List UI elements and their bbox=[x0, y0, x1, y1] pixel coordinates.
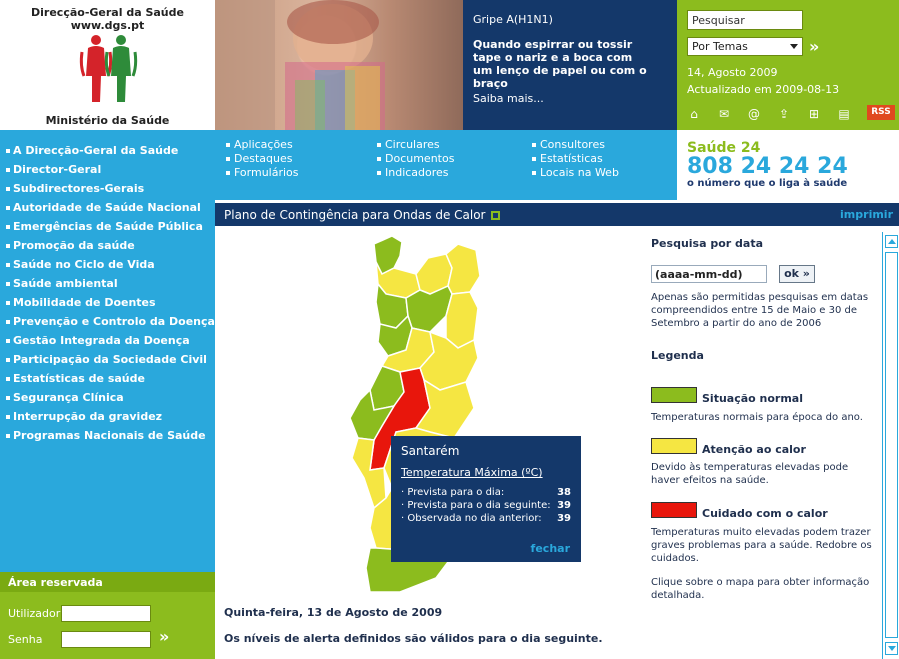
login-arrow-icon[interactable]: » bbox=[159, 627, 170, 646]
print-link[interactable]: imprimir bbox=[840, 208, 893, 221]
org-url: www.dgs.pt bbox=[70, 19, 145, 32]
nav-statistics[interactable]: Estatísticas bbox=[532, 152, 603, 165]
org-name: Direcção-Geral da Saúde bbox=[31, 6, 184, 19]
bullet-icon bbox=[6, 244, 10, 248]
saude24-number: 808 24 24 24 bbox=[687, 154, 848, 179]
map-click-note: Clique sobre o mapa para obter informação detalhada. bbox=[651, 577, 870, 601]
legend-swatch-attention bbox=[651, 438, 697, 454]
password-label: Senha bbox=[8, 633, 43, 646]
popup-row-forecast-tomorrow: · Prevista para o dia seguinte: 39 bbox=[401, 500, 571, 511]
popup-subtitle[interactable]: Temperatura Máxima (ºC) bbox=[401, 466, 543, 479]
bullet-icon bbox=[377, 143, 381, 147]
date-search-note: Apenas são permitidas pesquisas em datas compreendidos entre 15 de Maio e 30 de Setembro a partir do ano de 2006 bbox=[651, 292, 869, 329]
sidebar-item-safety[interactable]: Segurança Clínica bbox=[0, 390, 215, 409]
search-date-heading: Pesquisa por data bbox=[651, 237, 764, 250]
logo-area[interactable] bbox=[0, 0, 215, 130]
chevron-down-icon bbox=[790, 44, 798, 49]
legend-label-normal: Situação normal bbox=[702, 392, 804, 405]
legend-label-danger: Cuidado com o calor bbox=[702, 507, 828, 520]
nav-highlights[interactable]: Destaques bbox=[226, 152, 292, 165]
bullet-icon bbox=[6, 339, 10, 343]
sidebar-item-statistics[interactable]: Estatísticas de saúde bbox=[0, 371, 215, 390]
nav-web-places[interactable]: Locais na Web bbox=[532, 166, 619, 179]
sidebar-item-programs[interactable]: Programas Nacionais de Saúde bbox=[0, 428, 215, 447]
content-scrollbar[interactable] bbox=[882, 232, 899, 659]
nav-forms[interactable]: Formulários bbox=[226, 166, 299, 179]
bullet-icon bbox=[532, 143, 536, 147]
sidebar-item-participation[interactable]: Participação da Sociedade Civil bbox=[0, 352, 215, 371]
bullet-icon bbox=[6, 358, 10, 362]
bullet-icon bbox=[6, 282, 10, 286]
popup-row-observed-yesterday: · Observada no dia anterior: 39 bbox=[401, 513, 571, 524]
sidebar-item-dgs[interactable]: A Direcção-Geral da Saúde bbox=[0, 143, 215, 162]
bullet-icon bbox=[6, 434, 10, 438]
bullet-icon bbox=[6, 149, 10, 153]
saude24-tagline: o número que o liga à saúde bbox=[687, 178, 848, 189]
sidebar-item-authority[interactable]: Autoridade de Saúde Nacional bbox=[0, 200, 215, 219]
news-headline-1: Quando espirrar ou tossir bbox=[473, 38, 633, 51]
sidebar bbox=[0, 130, 215, 572]
bullet-icon bbox=[226, 171, 230, 175]
bullet-icon bbox=[226, 143, 230, 147]
nav-indicators[interactable]: Indicadores bbox=[377, 166, 449, 179]
bullet-icon bbox=[6, 320, 10, 324]
arrow-up-icon bbox=[888, 239, 896, 244]
bullet-icon bbox=[377, 171, 381, 175]
news-panel bbox=[463, 0, 677, 130]
share-icon[interactable]: ⇪ bbox=[778, 107, 790, 121]
scroll-up-button[interactable] bbox=[885, 235, 898, 248]
hero-photo-icon bbox=[215, 0, 463, 130]
scroll-track[interactable] bbox=[885, 252, 898, 638]
saude24-banner[interactable] bbox=[677, 130, 899, 200]
map-date: Quinta-feira, 13 de Agosto de 2009 bbox=[224, 606, 443, 619]
legend-desc-attention: Devido às temperaturas elevadas pode haver efeitos na saúde. bbox=[651, 462, 849, 486]
dgs-logo-icon bbox=[74, 32, 142, 110]
themes-select-value: Por Temas bbox=[692, 40, 748, 53]
popup-city: Santarém bbox=[401, 444, 460, 458]
saude24-title: Saúde 24 bbox=[687, 140, 761, 156]
current-date: 14, Agosto 2009 bbox=[687, 66, 778, 79]
sidebar-item-prevention[interactable]: Prevenção e Controlo da Doença bbox=[0, 314, 215, 333]
sidebar-item-life-cycle[interactable]: Saúde no Ciclo de Vida bbox=[0, 257, 215, 276]
nav-circulars[interactable]: Circulares bbox=[377, 138, 440, 151]
legend-desc-normal: Temperaturas normais para época do ano. bbox=[651, 412, 863, 423]
user-input[interactable] bbox=[61, 605, 151, 622]
news-headline-3: um lenço de papel ou com o braço bbox=[473, 64, 647, 90]
bullet-icon bbox=[6, 263, 10, 267]
reserved-area bbox=[0, 572, 215, 659]
themes-select[interactable] bbox=[687, 37, 803, 56]
sidebar-item-subdirectors[interactable]: Subdirectores-Gerais bbox=[0, 181, 215, 200]
ok-button[interactable]: ok » bbox=[779, 265, 815, 283]
popup-close-link[interactable]: fechar bbox=[530, 542, 570, 555]
print-icon[interactable]: ▤ bbox=[838, 107, 850, 121]
map-region-braganca[interactable] bbox=[446, 244, 480, 294]
bullet-icon bbox=[6, 377, 10, 381]
legend-label-attention: Atenção ao calor bbox=[702, 443, 806, 456]
legend-swatch-danger bbox=[651, 502, 697, 518]
bullet-icon bbox=[6, 396, 10, 400]
mail-icon[interactable]: ✉ bbox=[718, 107, 730, 121]
news-more-link[interactable]: Saiba mais... bbox=[473, 92, 544, 105]
hero-image[interactable] bbox=[215, 0, 463, 130]
nav-documents[interactable]: Documentos bbox=[377, 152, 454, 165]
nav-applications[interactable]: Aplicações bbox=[226, 138, 293, 151]
bullet-icon bbox=[6, 206, 10, 210]
sidebar-item-environment[interactable]: Saúde ambiental bbox=[0, 276, 215, 295]
bullet-icon bbox=[532, 171, 536, 175]
date-input[interactable] bbox=[651, 265, 767, 283]
home-icon[interactable]: ⌂ bbox=[690, 107, 698, 121]
bullet-icon bbox=[6, 225, 10, 229]
legend-heading: Legenda bbox=[651, 349, 704, 362]
ministry-name: Ministério da Saúde bbox=[45, 114, 170, 127]
content-title-bar bbox=[215, 203, 899, 226]
sidebar-item-emergencies[interactable]: Emergências de Saúde Pública bbox=[0, 219, 215, 238]
rss-icon[interactable]: RSS bbox=[867, 105, 895, 120]
go-arrow-icon[interactable]: » bbox=[809, 37, 820, 56]
arrow-down-icon bbox=[888, 646, 896, 651]
nav-consultants[interactable]: Consultores bbox=[532, 138, 605, 151]
user-label: Utilizador bbox=[8, 607, 61, 620]
bullet-icon bbox=[6, 168, 10, 172]
bullet-icon bbox=[226, 157, 230, 161]
search-input[interactable] bbox=[687, 10, 803, 30]
bullet-icon bbox=[6, 187, 10, 191]
sidebar-item-pregnancy[interactable]: Interrupção da gravidez bbox=[0, 409, 215, 428]
bullet-icon bbox=[377, 157, 381, 161]
sidebar-item-integrated[interactable]: Gestão Integrada da Doença bbox=[0, 333, 215, 352]
district-popup bbox=[391, 436, 581, 562]
updated-date: Actualizado em 2009-08-13 bbox=[687, 83, 840, 96]
bullet-icon bbox=[6, 415, 10, 419]
legend-desc-danger: Temperaturas muito elevadas podem trazer graves problemas para a saúde. Redobre os cuidados. bbox=[651, 527, 872, 564]
square-icon bbox=[491, 211, 500, 220]
page-title: Plano de Contingência para Ondas de Calor bbox=[224, 208, 500, 222]
sidebar-item-mobility[interactable]: Mobilidade de Doentes bbox=[0, 295, 215, 314]
tools-panel bbox=[677, 0, 899, 130]
news-title[interactable]: Gripe A(H1N1) bbox=[473, 13, 553, 26]
bullet-icon bbox=[6, 301, 10, 305]
news-headline-2: tape o nariz e a boca com bbox=[473, 51, 633, 64]
reserved-area-title: Área reservada bbox=[0, 572, 215, 592]
legend-swatch-normal bbox=[651, 387, 697, 403]
sitemap-icon[interactable]: ⊞ bbox=[808, 107, 820, 121]
scroll-down-button[interactable] bbox=[885, 642, 898, 655]
at-icon[interactable]: @ bbox=[748, 107, 760, 121]
sidebar-item-director[interactable]: Director-Geral bbox=[0, 162, 215, 181]
sidebar-item-promotion[interactable]: Promoção da saúde bbox=[0, 238, 215, 257]
popup-row-forecast-today: · Prevista para o dia: 38 bbox=[401, 487, 571, 498]
bullet-icon bbox=[532, 157, 536, 161]
levels-note: Os níveis de alerta definidos são válidos para o dia seguinte. bbox=[224, 632, 603, 645]
top-nav bbox=[215, 130, 677, 200]
password-input[interactable] bbox=[61, 631, 151, 648]
